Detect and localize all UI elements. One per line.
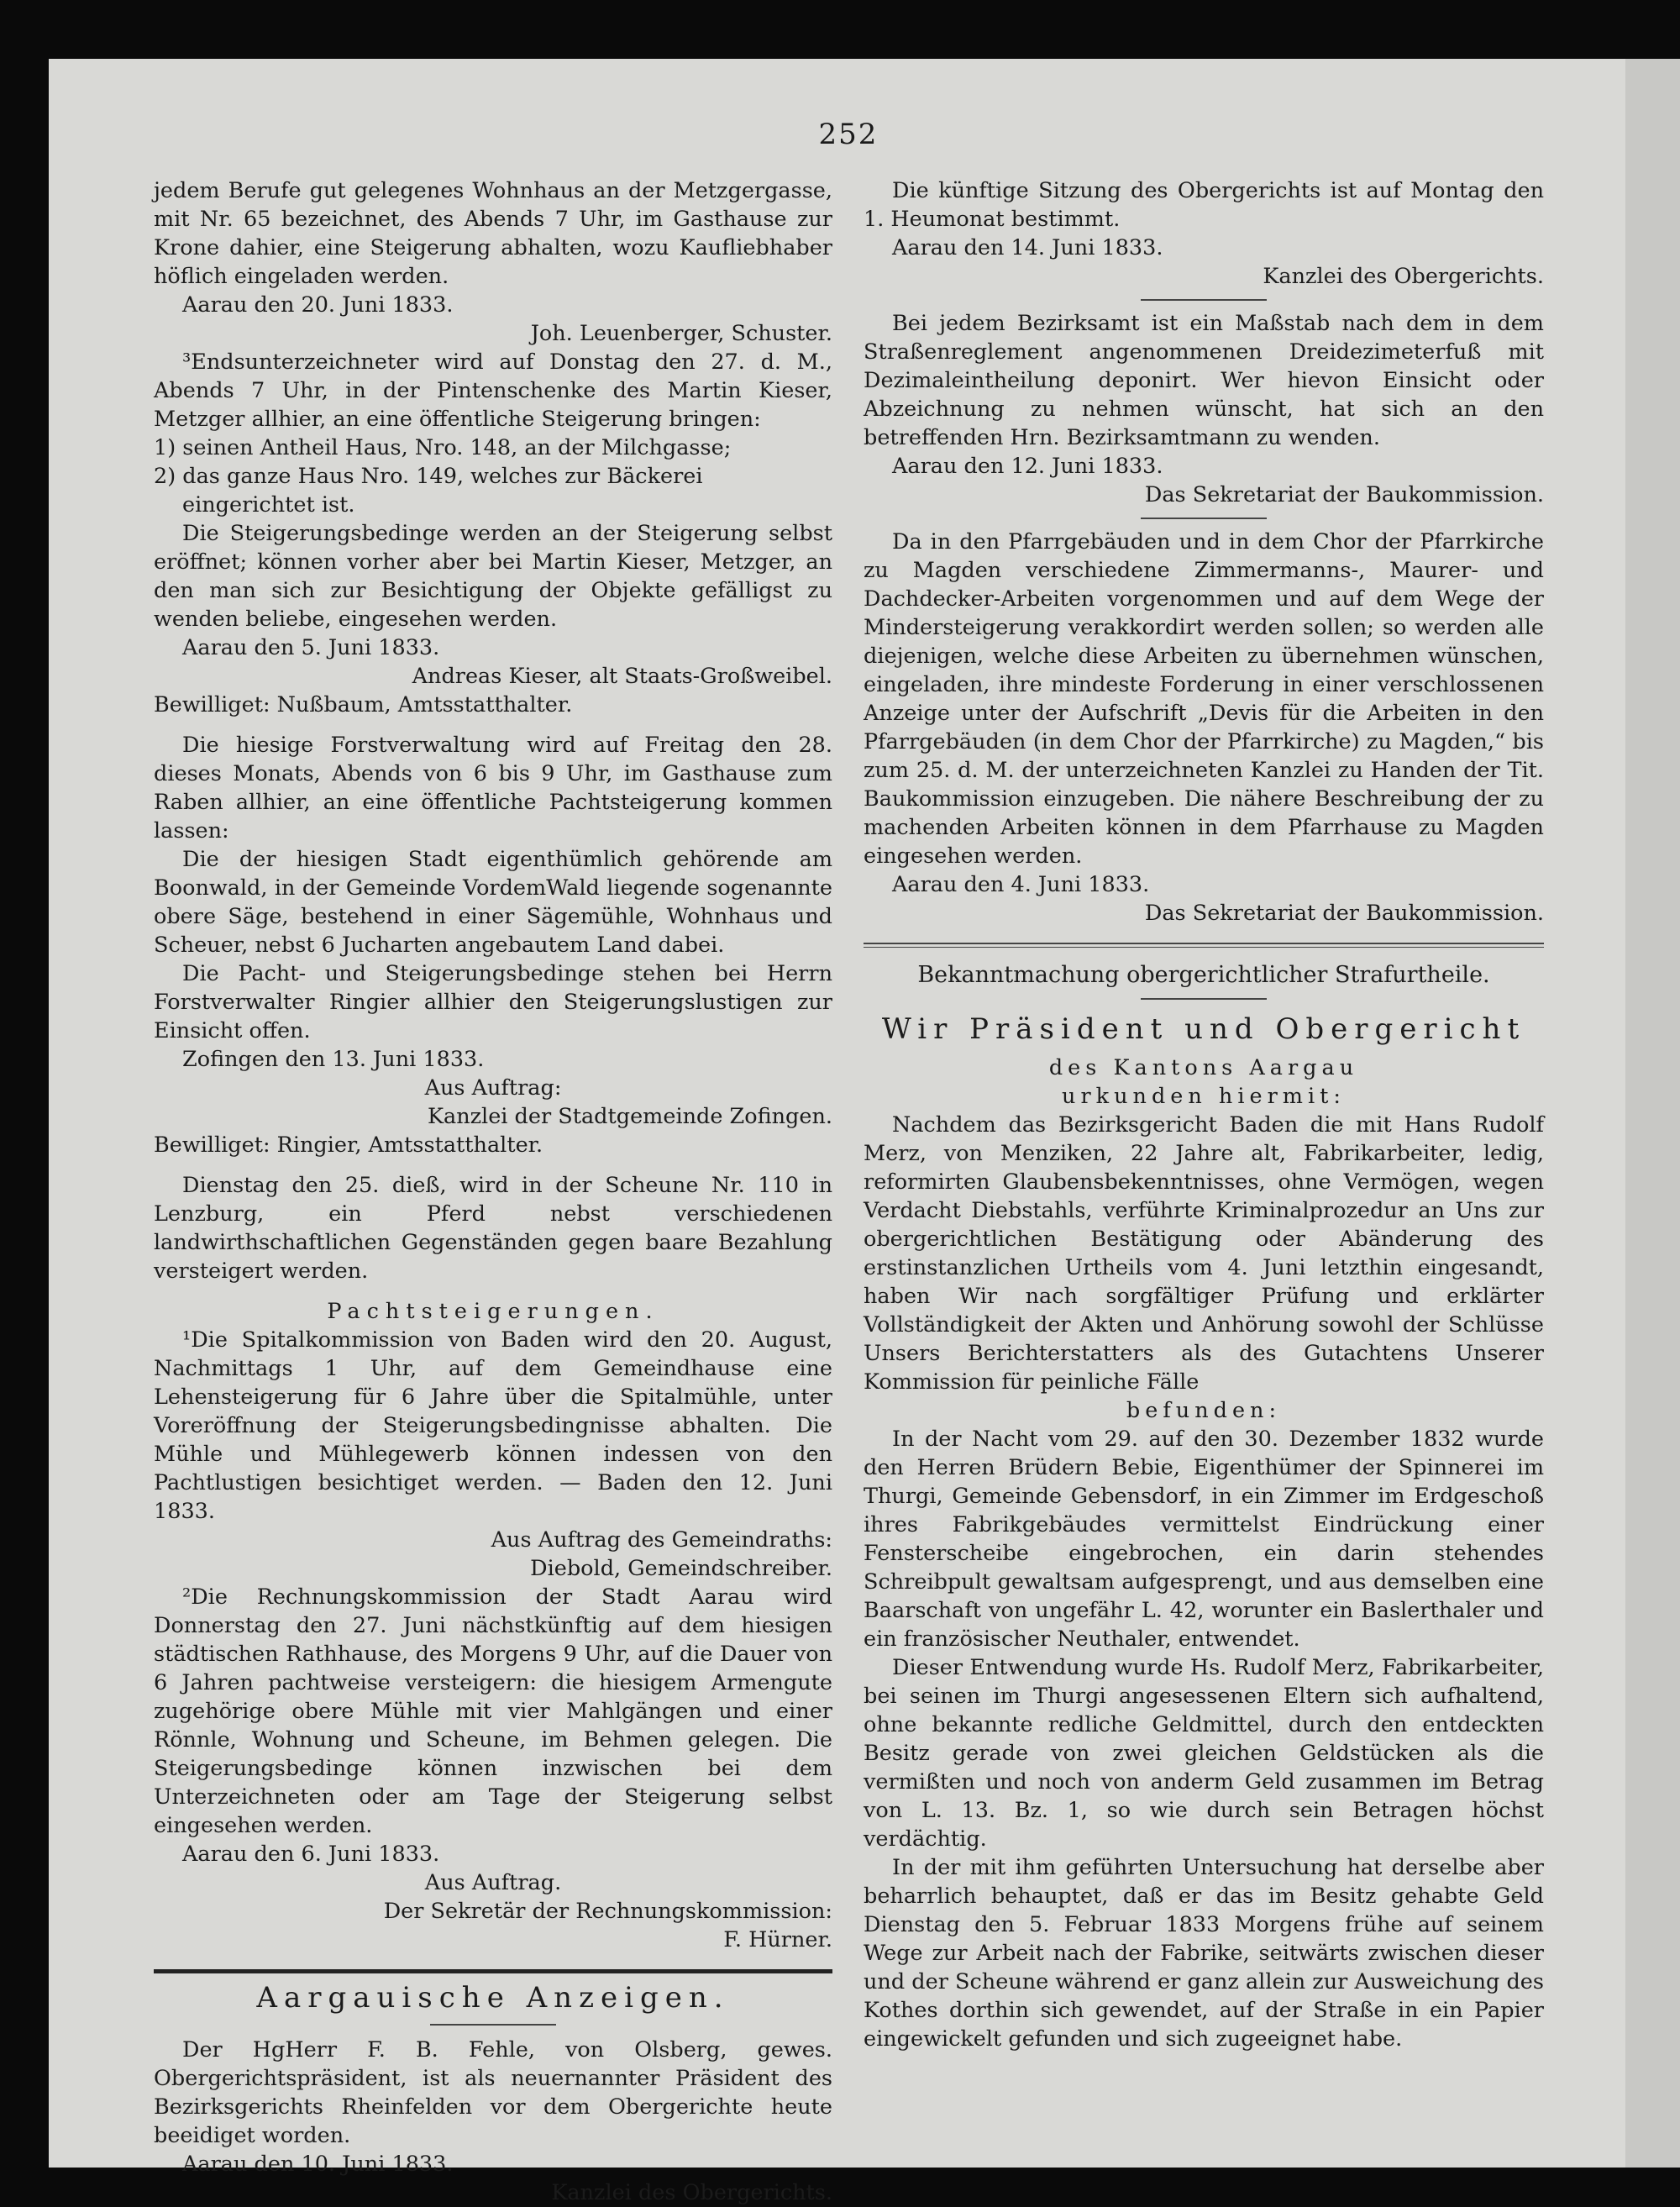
notice-approval: Bewilliget: Ringier, Amtsstatthalter.: [154, 1132, 543, 1158]
notice-text: Die hiesige Forstverwaltung wird auf Freitag den 28. dieses Monats, Abends von 6 bis 9 Uhr, im Gasthause zum Raben allhier, an eine öffentliche Pachtsteigerung kommen lassen:: [154, 733, 832, 843]
notice-text: Dienstag den 25. dieß, wird in der Scheune Nr. 110 in Lenzburg, ein Pferd nebst verschiedenen landwirthschaftlichen Gegenständen gegen baare Bezahlung versteigert werden.: [154, 1173, 832, 1284]
notice-text: Die Pacht- und Steigerungsbedinge stehen bei Herrn Forstverwalter Ringier allhier den Steigerungslustigen zur Einsicht offen.: [154, 961, 832, 1043]
notice-order: Aus Auftrag des Gemeindraths:: [491, 1527, 832, 1553]
notice-text: jedem Berufe gut gelegenes Wohnhaus an der Metzgergasse, mit Nr. 65 bezeichnet, des Abends 7 Uhr, im Gasthause zur Krone dahier, eine Steigerung abhalten, wozu Kaufliebhaber höflich eingeladen werden.: [154, 178, 832, 289]
notice-list-item: 1) seinen Antheil Haus, Nro. 148, an der Milchgasse;: [154, 435, 732, 460]
notice-signature: Das Sekretariat der Baukommission.: [1144, 901, 1544, 926]
notice-approval: Bewilliget: Nußbaum, Amtsstatthalter.: [154, 692, 573, 717]
notice-signature: Kanzlei der Stadtgemeinde Zofingen.: [427, 1104, 832, 1129]
section-heading: Aargauische Anzeigen.: [256, 1981, 730, 2015]
separator: [1141, 518, 1267, 519]
notice-text: ¹Die Spitalkommission von Baden wird den 20. August, Nachmittags 1 Uhr, auf dem Gemeindhause eine Lehensteigerung für 6 Jahre über die Spitalmühle, unter Voreröffnung der Steigerungsbedingnisse abhalten. Die Mühle und Mühlegewerb können indessen von den Pachtlustigen besichtiget werden. — Baden den 12. Juni 1833.: [154, 1327, 832, 1524]
notice-date: Aarau den 5. Juni 1833.: [182, 635, 440, 660]
section-rule: [154, 1969, 832, 1973]
notice-date: Aarau den 12. Juni 1833.: [892, 454, 1163, 479]
notice-signature: Kanzlei des Obergerichts.: [551, 2180, 832, 2205]
notice-text: Die Steigerungsbedinge werden an der Steigerung selbst eröffnet; können vorher aber bei Martin Kieser, Metzger, an den man sich zur Besichtigung der Objekte gefälligst zu wenden beliebe, eingesehen werden.: [154, 521, 832, 632]
notice-text: Da in den Pfarrgebäuden und in dem Chor der Pfarrkirche zu Magden verschiedene Zimmermanns-, Maurer- und Dachdecker-Arbeiten vorgenommen und auf dem Wege der Mindersteigerung verakkordirt werden sollen; so werden alle diejenigen, welche diese Arbeiten zu übernehmen wünschen, eingeladen, ihre mindeste Forderung in einer verschlossenen Anzeige unter der Aufschrift „Devis für die Arbeiten in den Pfarrgebäuden (in dem Chor der Pfarrkirche) zu Magden,“ bis zum 25. d. M. der unterzeichneten Kanzlei zu Handen der Tit. Baukommission einzugeben. Die nähere Beschreibung der zu machenden Arbeiten können in dem Pfarrhause zu Magden eingesehen werden.: [864, 529, 1544, 869]
page-number: 252: [818, 118, 879, 151]
court-heading: Wir Präsident und Obergericht: [881, 1012, 1526, 1046]
notice-date: Aarau den 10. Juni 1833.: [182, 2152, 454, 2177]
court-subheading: urkunden hiermit:: [1062, 1084, 1346, 1109]
notice-date: Zofingen den 13. Juni 1833.: [182, 1047, 485, 1072]
separator: [1141, 998, 1267, 1000]
verdict-text: Dieser Entwendung wurde Hs. Rudolf Merz, Fabrikarbeiter, bei seinen im Thurgi angesessenen Eltern sich aufhaltend, ohne bekannte redliche Geldmittel, durch den entdeckten Besitz gerade von zwei gleichen Geldstücken als die vermißten und noch von anderm Geld zusammen im Betrag von L. 13. Bz. 1, so wie durch sein Betragen höchst verdächtig.: [864, 1655, 1544, 1852]
verdict-heading: befunden:: [1126, 1398, 1282, 1423]
notice-order: Aus Auftrag.: [424, 1870, 562, 1895]
separator: [430, 2024, 556, 2026]
separator: [1141, 299, 1267, 301]
notice-signature: Der Sekretär der Rechnungskommission:: [383, 1899, 832, 1924]
notice-list-item: 2) das ganze Haus Nro. 149, welches zur Bäckerei eingerichtet ist.: [154, 464, 703, 518]
notice-signature: Diebold, Gemeindschreiber.: [530, 1556, 832, 1581]
notice-date: Aarau den 4. Juni 1833.: [892, 872, 1150, 897]
verdict-text: Nachdem das Bezirksgericht Baden die mit Hans Rudolf Merz, von Menziken, 22 Jahre alt, Fabrikarbeiter, ledig, reformirten Glaubensbekenntnisses, ohne Vermögen, wegen Verdacht Diebstahls, verführte Kriminalprozedur an Uns zur obergerichtlichen Bestätigung oder Abänderung des erstinstanzlichen Urtheils vom 4. Juni letzthin eingesandt, haben Wir nach sorgfältiger Prüfung und erklärter Vollständigkeit der Akten und Anhörung sowohl der Schlüsse Unsers Berichterstatters als des Gutachtens Unserer Kommission für peinliche Fälle: [864, 1112, 1544, 1395]
notice-signature: F. Hürner.: [723, 1927, 832, 1952]
notice-signature: Kanzlei des Obergerichts.: [1263, 264, 1544, 289]
verdict-text: In der mit ihm geführten Untersuchung hat derselbe aber beharrlich behauptet, daß er das im Besitz gehabte Geld Dienstag den 5. Februar 1833 Morgens frühe auf seinem Wege zur Arbeit nach der Fabrike, seitwärts zwischen dieser und der Scheune während er ganz allein zur Ausweichung des Kothes dorthin sich gewendet, auf der Straße in ein Papier eingewickelt gefunden und sich zugeeignet habe.: [864, 1855, 1544, 2052]
notice-signature: Andreas Kieser, alt Staats-Großweibel.: [412, 664, 832, 689]
notice-text: Die künftige Sitzung des Obergerichts ist auf Montag den 1. Heumonat bestimmt.: [864, 178, 1544, 232]
notice-signature: Das Sekretariat der Baukommission.: [1144, 482, 1544, 507]
notice-text: ³Endsunterzeichneter wird auf Donstag den 27. d. M., Abends 7 Uhr, in der Pintenschenke des Martin Kieser, Metzger allhier, an eine öffentliche Steigerung bringen:: [154, 349, 832, 432]
notice-date: Aarau den 6. Juni 1833.: [182, 1842, 440, 1867]
notice-date: Aarau den 14. Juni 1833.: [892, 235, 1163, 260]
court-subheading: des Kantons Aargau: [1048, 1055, 1359, 1080]
notice-order: Aus Auftrag:: [424, 1075, 562, 1101]
notice-text: Die der hiesigen Stadt eigenthümlich gehörende am Boonwald, in der Gemeinde VordemWald liegende sogenannte obere Säge, bestehend in einer Sägemühle, Wohnhaus und Scheuer, nebst 6 Jucharten angebautem Land dabei.: [154, 847, 832, 958]
notice-signature: Joh. Leuenberger, Schuster.: [530, 321, 832, 346]
page-edge: [1625, 59, 1680, 2168]
right-column: [864, 176, 1544, 2053]
notice-text: Der HgHerr F. B. Fehle, von Olsberg, gewes. Obergerichtspräsident, ist als neuernannter Präsident des Bezirksgerichts Rheinfelden vor dem Obergerichte heute beeidiget worden.: [154, 2037, 832, 2148]
notice-text: ²Die Rechnungskommission der Stadt Aarau wird Donnerstag den 27. Juni nächstkünftig auf dem hiesigen städtischen Rathhause, des Morgens 9 Uhr, auf die Dauer von 6 Jahren pachtweise versteigern: die hiesigem Armengute zugehörige obere Mühle mit vier Mahlgängen und einer Rönnle, Wohnung und Scheune, im Behmen gelegen. Die Steigerungsbedinge können inzwischen bei dem Unterzeichneten oder am Tage der Steigerung selbst eingesehen werden.: [154, 1584, 832, 1838]
left-column: [154, 176, 832, 2207]
notice-date: Aarau den 20. Juni 1833.: [182, 292, 454, 318]
notice-text: Bei jedem Bezirksamt ist ein Maßstab nach dem in dem Straßenreglement angenommenen Dreidezimeterfuß mit Dezimaleintheilung deponirt. Wer hievon Einsicht oder Abzeichnung zu nehmen wünscht, hat sich an den betreffenden Hrn. Bezirksamtmann zu wenden.: [864, 311, 1544, 450]
verdict-text: In der Nacht vom 29. auf den 30. Dezember 1832 wurde den Herren Brüdern Bebie, Eigenthümer der Spinnerei im Thurgi, Gemeinde Gebensdorf, in ein Zimmer im Erdgeschoß ihres Fabrikgebäudes vermittelst Eindrückung einer Fensterscheibe eingebrochen, ein darin stehendes Schreibpult gewaltsam aufgesprengt, und aus demselben eine Baarschaft von ungefähr L. 42, worunter ein Baslerthaler und ein französischer Neuthaler, entwendet.: [864, 1427, 1544, 1652]
section-heading: Pachtsteigerungen.: [327, 1299, 659, 1324]
section-heading: Bekanntmachung obergerichtlicher Strafurtheile.: [917, 962, 1490, 988]
section-rule: [864, 943, 1544, 948]
